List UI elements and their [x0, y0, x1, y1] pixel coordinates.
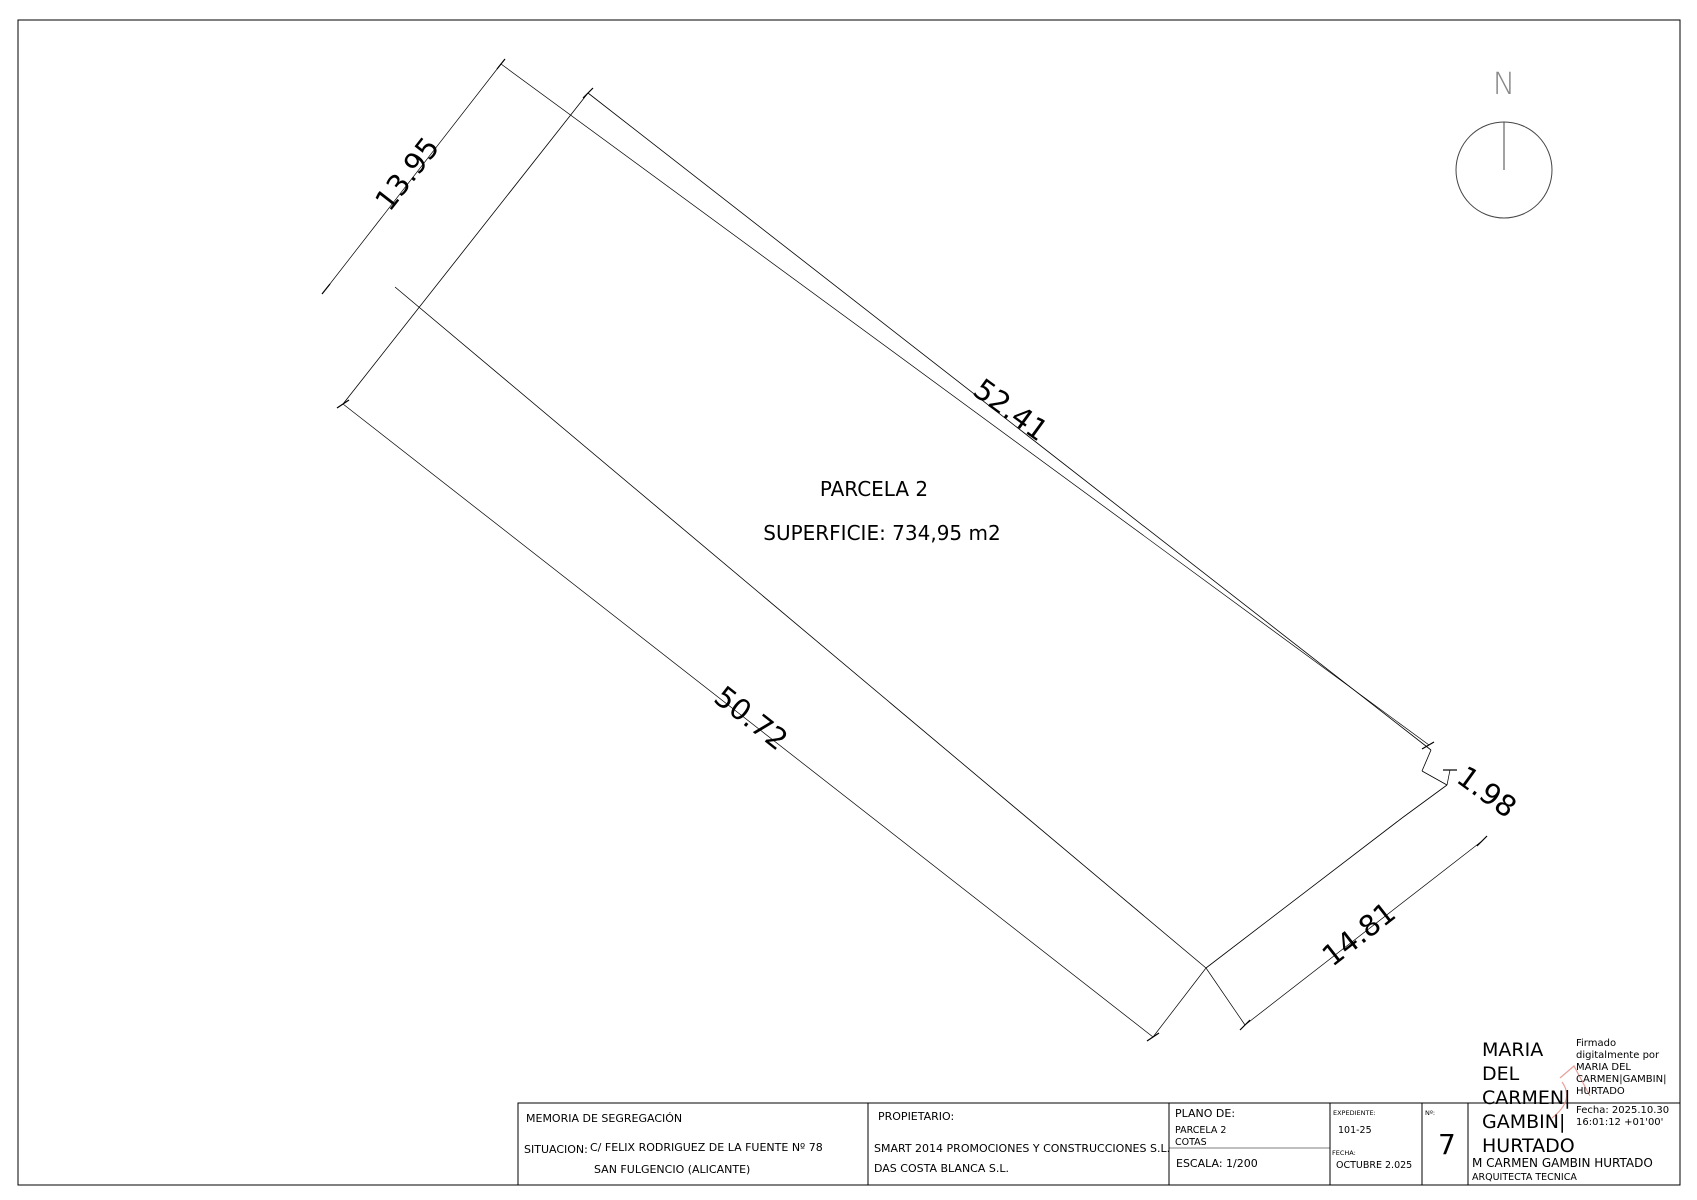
fecha-value: OCTUBRE 2.025 [1336, 1160, 1413, 1171]
expediente-value: 101-25 [1338, 1125, 1372, 1136]
situation-line-1: C/ FELIX RODRIGUEZ DE LA FUENTE Nº 78 [590, 1141, 823, 1154]
dimension-ticks [322, 59, 1487, 1041]
dimension-label-1-98: 1.98 [1450, 759, 1523, 825]
plan-label: PLANO DE: [1175, 1107, 1236, 1120]
project-title: MEMORIA DE SEGREGACIÓN [526, 1112, 683, 1125]
dimension-label-14-81: 14.81 [1315, 895, 1403, 974]
north-arrow-icon [1456, 67, 1552, 218]
situation-line-2: SAN FULGENCIO (ALICANTE) [594, 1163, 751, 1176]
signature-name: MARIA DEL CARMEN| GAMBIN| HURTADO [1482, 1039, 1575, 1157]
number-label: Nº: [1425, 1109, 1436, 1117]
signature-signed-text: Firmado digitalmente por MARIA DEL CARMEN|GAMBIN| HURTADO [1576, 1038, 1667, 1097]
parcel-label: PARCELA 2 [819, 477, 929, 501]
fecha-label: FECHA: [1332, 1149, 1356, 1157]
dimension-label-52-41: 52.41 [967, 371, 1055, 449]
dimension-label-50-72: 50.72 [707, 679, 795, 758]
sheet-number: 7 [1438, 1128, 1456, 1161]
owner-line-1: SMART 2014 PROMOCIONES Y CONSTRUCCIONES S.L. [874, 1142, 1171, 1155]
plan-line-2: COTAS [1175, 1137, 1207, 1148]
author-title: ARQUITECTA TECNICA [1472, 1172, 1577, 1183]
owner-line-2: DAS COSTA BLANCA S.L. [874, 1162, 1009, 1175]
area-label: SUPERFICIE: 734,95 m2 [763, 521, 1001, 545]
north-label: N [1492, 67, 1516, 102]
dimension-lines [326, 64, 1482, 1037]
situation-label: SITUACION: [524, 1143, 588, 1156]
plan-line-1: PARCELA 2 [1175, 1125, 1227, 1136]
sheet-border [18, 20, 1680, 1185]
owner-label: PROPIETARIO: [878, 1110, 955, 1123]
scale-value: ESCALA: 1/200 [1176, 1157, 1258, 1170]
signature-date-text: Fecha: 2025.10.30 16:01:12 +01'00' [1576, 1105, 1670, 1128]
author-name: M CARMEN GAMBIN HURTADO [1472, 1156, 1653, 1170]
expediente-label: EXPEDIENTE: [1333, 1109, 1376, 1117]
dimension-label-13-95: 13.95 [368, 130, 447, 218]
